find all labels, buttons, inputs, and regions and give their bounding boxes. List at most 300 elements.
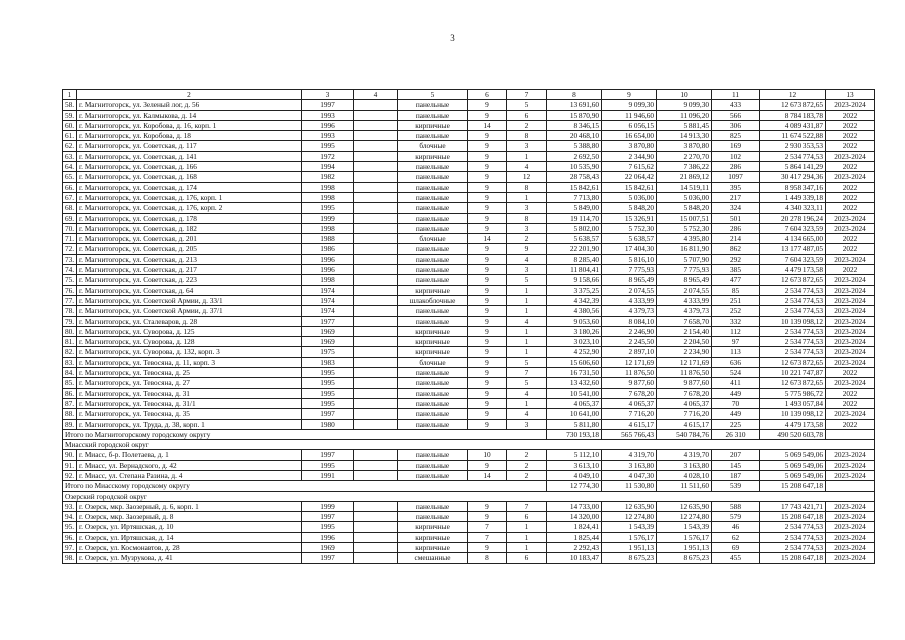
column-number-cell: 2 xyxy=(77,90,302,100)
table-cell: 5 036,00 xyxy=(657,192,712,202)
table-cell xyxy=(354,378,398,388)
table-cell: г. Магнитогорск, ул. Советская, д. 64 xyxy=(77,285,302,295)
table-row xyxy=(63,306,875,316)
table-cell: 1980 xyxy=(302,419,354,429)
table-cell: 7 678,20 xyxy=(657,388,712,398)
table-row xyxy=(63,378,875,388)
table-cell: 5 388,80 xyxy=(547,141,602,151)
table-cell: 46 xyxy=(712,522,760,532)
table-cell: 1993 xyxy=(302,110,354,120)
table-cell xyxy=(354,162,398,172)
table-cell: панельные xyxy=(398,223,468,233)
table-cell xyxy=(354,337,398,347)
table-row xyxy=(63,501,875,511)
table-cell: 5 848,20 xyxy=(657,203,712,213)
table-cell: 15 208 647,18 xyxy=(760,553,826,563)
table-cell: 3 870,80 xyxy=(657,141,712,151)
table-cell: 1 xyxy=(507,151,547,161)
table-cell: 501 xyxy=(712,213,760,223)
table-cell: 22 064,42 xyxy=(602,172,657,182)
table-cell xyxy=(354,234,398,244)
table-cell: 9 xyxy=(468,223,507,233)
table-cell xyxy=(354,543,398,553)
table-cell: 3 375,25 xyxy=(547,285,602,295)
table-cell: 2 074,55 xyxy=(657,285,712,295)
table-cell: 2022 xyxy=(826,234,875,244)
table-row xyxy=(63,409,875,419)
table-cell: панельные xyxy=(398,512,468,522)
table-cell: 89. xyxy=(63,419,77,429)
table-cell: 455 xyxy=(712,553,760,563)
table-cell xyxy=(354,553,398,563)
table-cell: 1988 xyxy=(302,234,354,244)
table-row xyxy=(63,265,875,275)
table-cell: 93. xyxy=(63,501,77,511)
table-cell xyxy=(354,192,398,202)
table-row xyxy=(63,347,875,357)
table-row xyxy=(63,244,875,254)
table-cell: 2023-2024 xyxy=(826,409,875,419)
table-cell: 1995 xyxy=(302,203,354,213)
table-cell: 2 692,50 xyxy=(547,151,602,161)
table-cell: 2022 xyxy=(826,265,875,275)
table-cell: 3 163,80 xyxy=(602,460,657,470)
table-cell xyxy=(354,131,398,141)
table-cell: панельные xyxy=(398,388,468,398)
district-heading-row xyxy=(63,491,875,501)
table-cell: г. Магнитогорск, ул. Советской Армии, д. 37/1 xyxy=(77,306,302,316)
table-cell: 1 543,39 xyxy=(602,522,657,532)
table-cell: 1982 xyxy=(302,172,354,182)
district-heading: Миасский городской округ xyxy=(63,440,875,450)
table-cell: 8 xyxy=(507,182,547,192)
table-cell: 2022 xyxy=(826,120,875,130)
table-cell: 73. xyxy=(63,254,77,264)
table-cell: 6 xyxy=(507,110,547,120)
table-cell: 252 xyxy=(712,306,760,316)
table-cell: панельные xyxy=(398,306,468,316)
total-cell xyxy=(826,481,875,491)
table-row xyxy=(63,110,875,120)
table-cell: 14 xyxy=(468,234,507,244)
table-cell: 10 221 747,87 xyxy=(760,368,826,378)
total-cell: 11 511,60 xyxy=(657,481,712,491)
table-cell: г. Озерск, мкр. Заозерный, д. 6, корп. 1 xyxy=(77,501,302,511)
table-row xyxy=(63,470,875,480)
column-number-cell: 8 xyxy=(547,90,602,100)
table-cell: 1995 xyxy=(302,141,354,151)
table-cell: 7 xyxy=(507,501,547,511)
table-cell: 1 951,13 xyxy=(602,543,657,553)
table-cell: 5 707,90 xyxy=(657,254,712,264)
table-cell: 10 xyxy=(468,450,507,460)
table-cell: г. Магнитогорск, ул. Советская, д. 117 xyxy=(77,141,302,151)
table-cell: панельные xyxy=(398,172,468,182)
table-cell: 225 xyxy=(712,419,760,429)
table-cell: 97 xyxy=(712,337,760,347)
table-cell: 2 204,50 xyxy=(657,337,712,347)
column-number-cell: 10 xyxy=(657,90,712,100)
table-cell: 96. xyxy=(63,532,77,542)
table-cell: 15 842,61 xyxy=(547,182,602,192)
table-cell: 2023-2024 xyxy=(826,378,875,388)
table-cell: кирпичные xyxy=(398,522,468,532)
table-cell: 5 802,00 xyxy=(547,223,602,233)
table-cell: г. Магнитогорск, ул. Советская, д. 182 xyxy=(77,223,302,233)
table-cell: 2023-2024 xyxy=(826,275,875,285)
table-cell: 9 099,30 xyxy=(657,100,712,110)
table-cell: 72. xyxy=(63,244,77,254)
table-cell xyxy=(354,450,398,460)
table-cell: 449 xyxy=(712,409,760,419)
table-cell: 4 319,70 xyxy=(657,450,712,460)
table-cell: г. Магнитогорск, ул. Советская, д. 176, корп. 2 xyxy=(77,203,302,213)
column-number-cell: 5 xyxy=(398,90,468,100)
table-cell: 4 333,99 xyxy=(657,295,712,305)
table-cell: 63. xyxy=(63,151,77,161)
table-cell: 1969 xyxy=(302,337,354,347)
table-cell: 69 xyxy=(712,543,760,553)
table-cell: 2023-2024 xyxy=(826,460,875,470)
table-cell: 10 139 098,12 xyxy=(760,316,826,326)
table-cell: г. Магнитогорск, ул. Суворова, д. 128 xyxy=(77,337,302,347)
table-cell: 4 134 665,00 xyxy=(760,234,826,244)
table-cell: 4 379,73 xyxy=(657,306,712,316)
table-cell: 1997 xyxy=(302,450,354,460)
table-cell: 9 xyxy=(468,512,507,522)
table-cell: 90. xyxy=(63,450,77,460)
table-cell: 87. xyxy=(63,398,77,408)
table-cell: 214 xyxy=(712,234,760,244)
table-cell: 20 278 196,24 xyxy=(760,213,826,223)
table-cell: 292 xyxy=(712,254,760,264)
table-cell: 1 xyxy=(507,543,547,553)
total-cell: 540 784,76 xyxy=(657,429,712,439)
table-cell: 11 096,20 xyxy=(657,110,712,120)
table-row xyxy=(63,234,875,244)
table-cell: 2022 xyxy=(826,110,875,120)
table-cell: 1974 xyxy=(302,285,354,295)
table-cell: панельные xyxy=(398,244,468,254)
table-cell: 9 xyxy=(468,182,507,192)
table-cell: 7 604 323,59 xyxy=(760,223,826,233)
table-row xyxy=(63,172,875,182)
table-cell: 2 344,90 xyxy=(602,151,657,161)
table-cell: 12 274,80 xyxy=(657,512,712,522)
table-cell: 11 674 522,88 xyxy=(760,131,826,141)
table-cell: 11 876,50 xyxy=(657,368,712,378)
table-cell: 1 xyxy=(507,295,547,305)
table-cell: 862 xyxy=(712,244,760,254)
table-cell: г. Магнитогорск, ул. Советская, д. 141 xyxy=(77,151,302,161)
table-cell: 324 xyxy=(712,203,760,213)
table-cell: г. Озерск, мкр. Заозерный, д. 8 xyxy=(77,512,302,522)
table-cell: 9 xyxy=(468,172,507,182)
table-cell: кирпичные xyxy=(398,337,468,347)
district-heading: Озерский городской округ xyxy=(63,491,875,501)
table-cell: 2 534 774,53 xyxy=(760,151,826,161)
table-cell: 59. xyxy=(63,110,77,120)
table-cell: 14 913,30 xyxy=(657,131,712,141)
table-row xyxy=(63,295,875,305)
table-cell: 7 716,20 xyxy=(602,409,657,419)
total-label: Итого по Миасскому городскому округу xyxy=(63,481,547,491)
table-cell: 2 534 774,53 xyxy=(760,532,826,542)
table-cell xyxy=(354,100,398,110)
table-cell: г. Магнитогорск, ул. Советская, д. 217 xyxy=(77,265,302,275)
table-cell: 2 897,10 xyxy=(602,347,657,357)
table-cell: 9 xyxy=(468,295,507,305)
table-cell: 2 534 774,53 xyxy=(760,306,826,316)
table-cell: 2 930 353,53 xyxy=(760,141,826,151)
table-cell: 7 386,22 xyxy=(657,162,712,172)
table-cell: 2 xyxy=(507,470,547,480)
table-cell: 10 535,90 xyxy=(547,162,602,172)
table-cell: панельные xyxy=(398,265,468,275)
table-cell: 62. xyxy=(63,141,77,151)
table-cell: г. Магнитогорск, ул. Сталеваров, д. 28 xyxy=(77,316,302,326)
table-cell: 2 xyxy=(507,234,547,244)
table-cell: 10 183,47 xyxy=(547,553,602,563)
table-cell: 9 xyxy=(468,368,507,378)
table-cell: блочные xyxy=(398,357,468,367)
table-cell: панельные xyxy=(398,450,468,460)
table-cell: 1995 xyxy=(302,398,354,408)
column-number-cell: 9 xyxy=(602,90,657,100)
table-cell: 1 576,17 xyxy=(657,532,712,542)
table-cell: 16 811,90 xyxy=(657,244,712,254)
table-cell: 7 xyxy=(468,532,507,542)
table-cell: 71. xyxy=(63,234,77,244)
table-cell: 11 876,50 xyxy=(602,368,657,378)
table-cell: 1998 xyxy=(302,192,354,202)
table-cell: 1 951,13 xyxy=(657,543,712,553)
table-cell: 286 xyxy=(712,223,760,233)
table-cell: 2023-2024 xyxy=(826,100,875,110)
table-row xyxy=(63,532,875,542)
table-cell: 12 171,69 xyxy=(657,357,712,367)
table-cell: 14 320,00 xyxy=(547,512,602,522)
table-cell: 8 xyxy=(468,553,507,563)
table-cell: 78. xyxy=(63,306,77,316)
table-cell: 1 576,17 xyxy=(602,532,657,542)
table-row xyxy=(63,388,875,398)
table-cell: блочные xyxy=(398,234,468,244)
table-cell: 4 380,56 xyxy=(547,306,602,316)
table-cell: 4 319,70 xyxy=(602,450,657,460)
column-number-cell: 3 xyxy=(302,90,354,100)
table-cell: 5 638,57 xyxy=(602,234,657,244)
table-cell: 3 180,26 xyxy=(547,326,602,336)
table-cell: 1972 xyxy=(302,151,354,161)
table-cell: 1995 xyxy=(302,368,354,378)
table-cell xyxy=(354,512,398,522)
table-cell: 4 049,10 xyxy=(547,470,602,480)
table-cell: 566 xyxy=(712,110,760,120)
table-cell: 30 417 294,36 xyxy=(760,172,826,182)
table-cell: 2023-2024 xyxy=(826,501,875,511)
table-cell: 2 534 774,53 xyxy=(760,347,826,357)
table-cell: 1998 xyxy=(302,182,354,192)
table-cell: 2022 xyxy=(826,162,875,172)
table-cell: 8 965,49 xyxy=(657,275,712,285)
total-cell: 730 193,18 xyxy=(547,429,602,439)
table-cell: 306 xyxy=(712,120,760,130)
table-cell: 9 xyxy=(468,244,507,254)
page-number: 3 xyxy=(450,33,455,43)
table-cell: 1995 xyxy=(302,460,354,470)
table-cell: кирпичные xyxy=(398,120,468,130)
table-cell: 5 069 549,06 xyxy=(760,450,826,460)
table-cell: г. Магнитогорск, ул. Советская, д. 178 xyxy=(77,213,302,223)
table-cell xyxy=(354,285,398,295)
table-cell: 1 xyxy=(507,398,547,408)
total-cell xyxy=(826,429,875,439)
table-cell: г. Магнитогорск, ул. Советская, д. 201 xyxy=(77,234,302,244)
table-cell: г. Магнитогорск, ул. Советская, д. 223 xyxy=(77,275,302,285)
table-cell: 11 946,60 xyxy=(602,110,657,120)
table-row xyxy=(63,100,875,110)
column-number-row xyxy=(63,90,875,100)
table-row xyxy=(63,213,875,223)
table-cell: 9 xyxy=(468,162,507,172)
table-cell: 9 xyxy=(468,285,507,295)
column-number-cell: 7 xyxy=(507,90,547,100)
table-cell: г. Миасс, б-р. Полетаева, д. 1 xyxy=(77,450,302,460)
table-row xyxy=(63,326,875,336)
table-cell: 2022 xyxy=(826,419,875,429)
table-cell: 15 208 647,18 xyxy=(760,512,826,522)
table-cell: 3 xyxy=(507,141,547,151)
table-cell: 6 xyxy=(507,553,547,563)
column-number-cell: 1 xyxy=(63,90,77,100)
table-cell xyxy=(354,460,398,470)
table-cell: 9 xyxy=(468,460,507,470)
table-cell: 2022 xyxy=(826,388,875,398)
table-cell: 5 036,00 xyxy=(602,192,657,202)
table-cell: 9 xyxy=(468,306,507,316)
table-cell: 3 870,80 xyxy=(602,141,657,151)
table-cell: 5 752,30 xyxy=(657,223,712,233)
table-cell xyxy=(354,306,398,316)
table-cell: 207 xyxy=(712,450,760,460)
table-cell: 5 816,10 xyxy=(602,254,657,264)
table-cell: 8 346,15 xyxy=(547,120,602,130)
table-row xyxy=(63,543,875,553)
table-row xyxy=(63,398,875,408)
table-cell xyxy=(354,368,398,378)
table-cell: 332 xyxy=(712,316,760,326)
table-cell: г. Магнитогорск, ул. Коробова, д. 18 xyxy=(77,131,302,141)
table-cell: 4 479 173,58 xyxy=(760,419,826,429)
table-cell: 4 065,37 xyxy=(602,398,657,408)
table-cell: 19 114,70 xyxy=(547,213,602,223)
table-cell: 9 xyxy=(468,357,507,367)
table-cell: 9 xyxy=(468,100,507,110)
table-cell: 1969 xyxy=(302,326,354,336)
table-cell: 4 395,80 xyxy=(657,234,712,244)
table-cell: г. Магнитогорск, ул. Коробова, д. 16, корп. 1 xyxy=(77,120,302,130)
table-cell: 75. xyxy=(63,275,77,285)
table-cell: г. Магнитогорск, ул. Зеленый лог, д. 56 xyxy=(77,100,302,110)
table-cell: 8 784 183,78 xyxy=(760,110,826,120)
table-cell: 286 xyxy=(712,162,760,172)
table-cell: 66. xyxy=(63,182,77,192)
table-cell: 9 xyxy=(468,378,507,388)
table-cell: 4 379,73 xyxy=(602,306,657,316)
table-cell: 9 xyxy=(468,419,507,429)
table-cell: 12 673 872,65 xyxy=(760,275,826,285)
table-cell xyxy=(354,398,398,408)
column-number-cell: 4 xyxy=(354,90,398,100)
table-cell: 3 xyxy=(507,419,547,429)
table-cell: 2023-2024 xyxy=(826,470,875,480)
table-cell: 5 xyxy=(507,275,547,285)
table-cell: г. Магнитогорск, ул. Калмыкова, д. 14 xyxy=(77,110,302,120)
table-cell: 4 028,10 xyxy=(657,470,712,480)
table-cell: г. Миасс, ул. Степана Разина, д. 4 xyxy=(77,470,302,480)
table-cell: 1994 xyxy=(302,162,354,172)
table-cell xyxy=(354,409,398,419)
table-cell: 77. xyxy=(63,295,77,305)
table-cell: 4 065,37 xyxy=(547,398,602,408)
table-cell: 4 333,99 xyxy=(602,295,657,305)
table-cell: 395 xyxy=(712,182,760,192)
table-cell: г. Магнитогорск, ул. Труда, д. 38, корп. 1 xyxy=(77,419,302,429)
table-cell: панельные xyxy=(398,409,468,419)
table-cell: 3 xyxy=(507,203,547,213)
table-cell: 94. xyxy=(63,512,77,522)
table-cell: 82. xyxy=(63,347,77,357)
table-cell: 80. xyxy=(63,326,77,336)
table-cell: 7 678,20 xyxy=(602,388,657,398)
table-cell: 22 201,90 xyxy=(547,244,602,254)
table-cell: 1983 xyxy=(302,357,354,367)
table-cell: г. Магнитогорск, ул. Тевосяна, д. 25 xyxy=(77,368,302,378)
table-cell: 2023-2024 xyxy=(826,512,875,522)
table-cell: 7 775,93 xyxy=(602,265,657,275)
column-number-cell: 6 xyxy=(468,90,507,100)
table-cell: 9 xyxy=(468,347,507,357)
table-cell: 2 534 774,53 xyxy=(760,337,826,347)
table-cell: 81. xyxy=(63,337,77,347)
table-row xyxy=(63,203,875,213)
table-cell: 3 163,80 xyxy=(657,460,712,470)
table-cell: 1993 xyxy=(302,131,354,141)
table-cell: 4 615,17 xyxy=(602,419,657,429)
table-cell: 5 864 141,29 xyxy=(760,162,826,172)
table-row xyxy=(63,141,875,151)
table-cell: 15 007,51 xyxy=(657,213,712,223)
table-cell: 9 xyxy=(468,131,507,141)
table-cell: 1 xyxy=(507,532,547,542)
table-cell: 2023-2024 xyxy=(826,285,875,295)
table-cell: панельные xyxy=(398,203,468,213)
table-cell: 1 824,41 xyxy=(547,522,602,532)
table-cell: 4 xyxy=(507,316,547,326)
total-cell: 12 774,30 xyxy=(547,481,602,491)
table-cell: 411 xyxy=(712,378,760,388)
table-cell: 16 731,50 xyxy=(547,368,602,378)
table-cell: 1996 xyxy=(302,265,354,275)
table-cell: 4 615,17 xyxy=(657,419,712,429)
table-cell: 88. xyxy=(63,409,77,419)
table-cell: панельные xyxy=(398,501,468,511)
table-cell: 1995 xyxy=(302,522,354,532)
table-cell: 97. xyxy=(63,543,77,553)
table-row xyxy=(63,368,875,378)
column-number-cell: 12 xyxy=(760,90,826,100)
